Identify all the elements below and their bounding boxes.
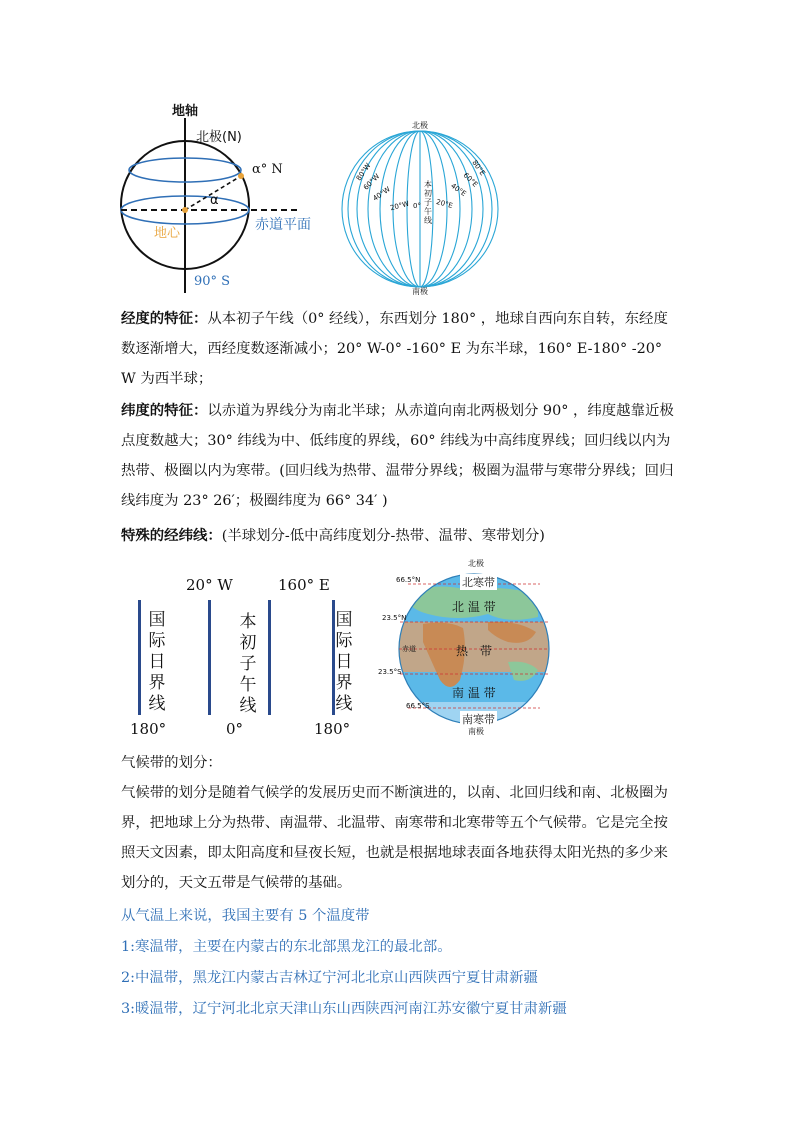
lon-40w: 40°W	[371, 185, 392, 203]
date-line-left	[138, 600, 141, 715]
lat-23n: 23.5°N	[382, 614, 407, 622]
label-160e: 160° E	[278, 576, 330, 594]
north-cold-zone: 北寒带	[462, 576, 495, 589]
latitude-diagram	[112, 98, 327, 298]
special-lines-body: (半球划分-低中高纬度划分-热带、温带、寒带划分)	[221, 528, 545, 544]
south-cold-zone: 南寒带	[462, 713, 495, 726]
tropical-zone: 热 带	[456, 644, 493, 658]
globe-north-pole: 北极	[412, 121, 428, 130]
climate-title: 气候带的划分：	[121, 755, 222, 771]
prime-meridian-label: 本初子午线	[239, 612, 257, 716]
special-meridians-diagram	[120, 572, 370, 742]
intl-date-line-label-left: 国际日界线	[148, 610, 166, 714]
bottom-180-right: 180°	[314, 720, 351, 738]
longitude-features-paragraph	[121, 304, 681, 394]
latitude-features-body: 以赤道为界线分为南北半球；从赤道向南北两极划分 90° ，纬度越靠近极点度数越大；30° 纬线为中、低纬度的界线，60° 纬线为中高纬度界线；回归线以内为热带、极圈以内为寒带。(回归线为热带、温带分界线；极圈为温带与寒带分界线；回归线纬度为 23° 26′；极圈纬度为 66° 34′ )	[121, 403, 674, 509]
latitude-label: α° N	[252, 162, 283, 177]
lat-23s: 23.5°S	[378, 668, 402, 676]
prime-meridian-bar	[208, 600, 211, 715]
latitude-features-paragraph	[121, 396, 681, 516]
label-20w: 20° W	[186, 576, 233, 594]
climate-south-pole: 南极	[468, 727, 484, 736]
longitude-features-heading: 经度的特征：	[121, 311, 208, 327]
temp-zone-item-2: 2:中温带，黑龙江内蒙古吉林辽宁河北北京山西陕西宁夏甘肃新疆	[121, 970, 538, 986]
lon-20w: 20°W	[389, 199, 411, 213]
meridian-globe	[340, 118, 500, 300]
north-temperate-zone: 北 温 带	[452, 600, 496, 614]
lon-20e: 20°E	[435, 197, 454, 211]
lat-66n: 66.5°N	[396, 576, 421, 584]
latitude-point	[238, 173, 244, 179]
lon-60e: 60°E	[461, 171, 480, 189]
south-label: 90° S	[194, 274, 231, 289]
north-pole-label: 北极(N)	[196, 130, 242, 145]
bottom-180-left: 180°	[130, 720, 167, 738]
special-lines-paragraph	[121, 521, 681, 551]
equator-label: 赤道	[402, 645, 416, 653]
climate-body: 气候带的划分是随着气候学的发展历史而不断演进的，以南、北回归线和南、北极圈为界，把地球上分为热带、南温带、北温带、南寒带和北寒带等五个气候带。它是完全按照天文因素，即太阳高度和昼夜长短，也就是根据地球表面各地获得太阳光热的多少来划分的，天文五带是气候带的基础。	[121, 785, 668, 891]
lat-66s: 66.5°S	[406, 702, 430, 710]
globe-south-pole: 南极	[412, 287, 428, 296]
bottom-0: 0°	[226, 720, 244, 738]
temp-zone-item-1: 1:寒温带，主要在内蒙古的东北部黑龙江的最北部。	[121, 939, 452, 955]
lon-0: 0°	[413, 202, 421, 210]
globe-prime-meridian-label: 本初子午线	[424, 180, 432, 225]
alpha-label: α	[210, 193, 219, 208]
meridian-mid-bar	[268, 600, 271, 715]
lon-80w: 80°W	[354, 161, 373, 183]
axis-label: 地轴	[172, 104, 199, 119]
climate-north-pole: 北极	[468, 559, 484, 568]
special-lines-heading: 特殊的经纬线：	[121, 528, 222, 544]
china-temp-intro: 从气温上来说，我国主要有 5 个温度带	[121, 908, 370, 924]
climate-zones-globe	[368, 559, 560, 738]
lon-80e: 80°E	[470, 158, 487, 178]
latitude-features-heading: 纬度的特征：	[121, 403, 208, 419]
south-temperate-zone: 南 温 带	[452, 686, 496, 700]
equator-plane-label: 赤道平面	[255, 217, 311, 233]
earth-center-point	[182, 207, 188, 213]
temp-zone-item-3: 3:暖温带，辽宁河北北京天津山东山西陕西河南江苏安徽宁夏甘肃新疆	[121, 1001, 567, 1017]
earth-center-label: 地心	[154, 226, 181, 241]
lon-40e: 40°E	[449, 181, 468, 199]
intl-date-line-label-right: 国际日界线	[335, 610, 353, 714]
lon-60w: 60°W	[362, 172, 382, 192]
longitude-features-body: 从本初子午线（0° 经线），东西划分 180° ，地球自西向东自转，东经度数逐渐增大，西经度数逐渐减小；20° W-0° -160° E 为东半球，160° E-180° -20° W 为西半球；	[121, 311, 668, 387]
